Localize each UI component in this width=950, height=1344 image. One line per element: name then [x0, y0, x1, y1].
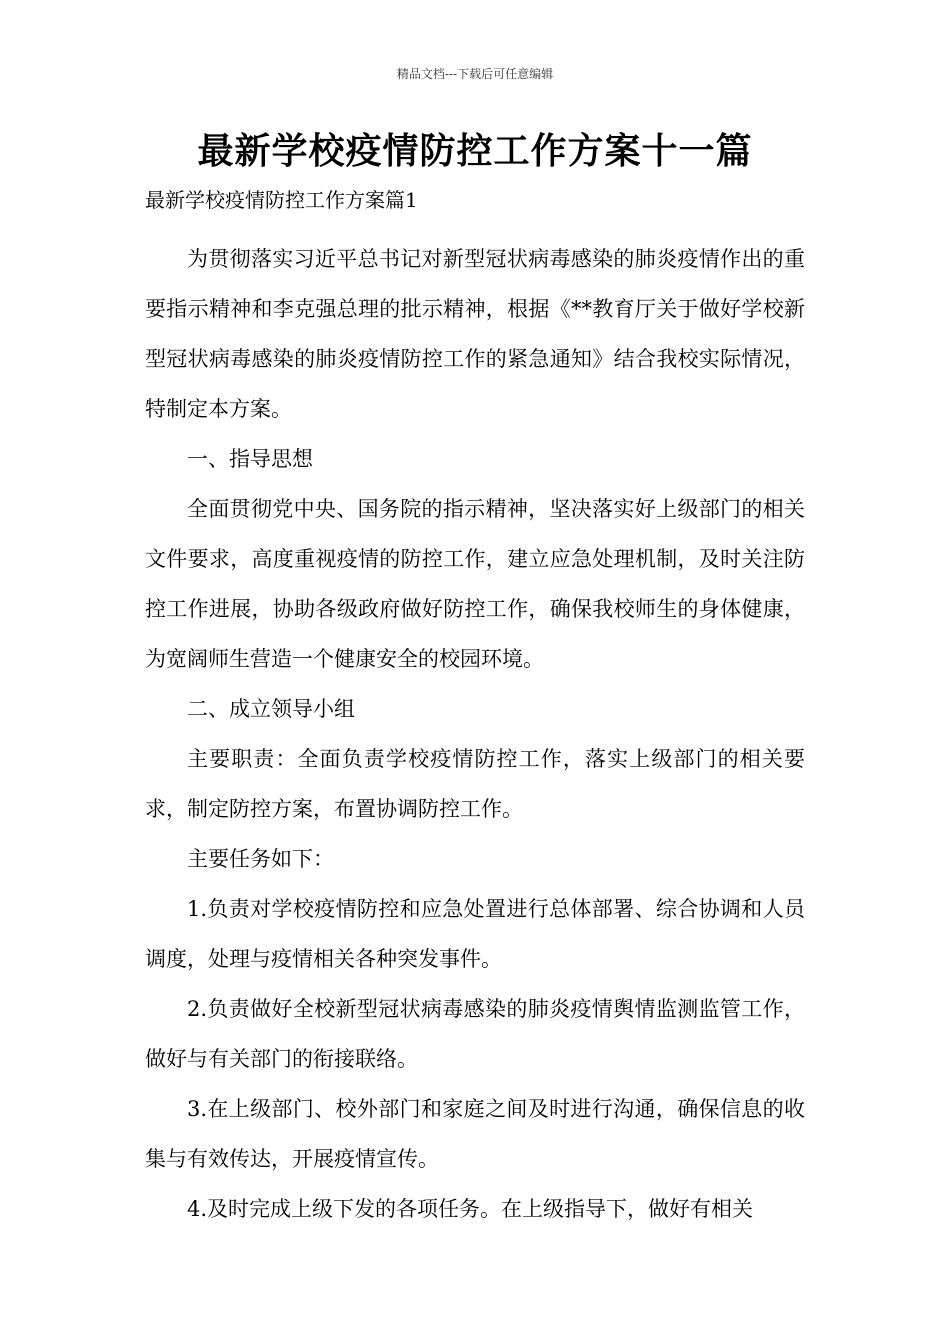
document-title: 最新学校疫情防控工作方案十一篇 — [197, 131, 753, 172]
list-item-task-1: 1.负责对学校疫情防控和应急处置进行总体部署、综合协调和人员调度，处理与疫情相关各种突发事件。 — [145, 897, 805, 971]
paragraph-intro: 为贯彻落实习近平总书记对新型冠状病毒感染的肺炎疫情作出的重要指示精神和李克强总理的批示精神，根据《**教育厅关于做好学校新型冠状病毒感染的肺炎疫情防控工作的紧急通知》结合我校实际情况，特制定本方案。 — [145, 247, 805, 421]
heading-leadership-group: 二、成立领导小组 — [187, 697, 355, 721]
list-item-task-3: 3.在上级部门、校外部门和家庭之间及时进行沟通，确保信息的收集与有效传达，开展疫情宣传。 — [145, 1097, 805, 1171]
header-note: 精品文档---下载后可任意编辑 — [396, 67, 554, 81]
paragraph-guiding-ideology: 全面贯彻党中央、国务院的指示精神，坚决落实好上级部门的相关文件要求，高度重视疫情的防控工作，建立应急处理机制，及时关注防控工作进展，协助各级政府做好防控工作，确保我校师生的身体健康，为宽阔师生营造一个健康安全的校园环境。 — [145, 497, 805, 671]
paragraph-main-duties: 主要职责：全面负责学校疫情防控工作，落实上级部门的相关要求，制定防控方案，布置协调防控工作。 — [145, 747, 805, 821]
document-body — [145, 234, 805, 1234]
section-title: 最新学校疫情防控工作方案篇1 — [145, 188, 418, 212]
paragraph-main-tasks-intro: 主要任务如下： — [187, 847, 334, 871]
list-item-task-2: 2.负责做好全校新型冠状病毒感染的肺炎疫情舆情监测监管工作，做好与有关部门的衔接联络。 — [145, 997, 805, 1071]
heading-guiding-ideology: 一、指导思想 — [187, 447, 313, 471]
list-item-task-4: 4.及时完成上级下发的各项任务。在上级指导下，做好有相关 — [187, 1197, 754, 1221]
